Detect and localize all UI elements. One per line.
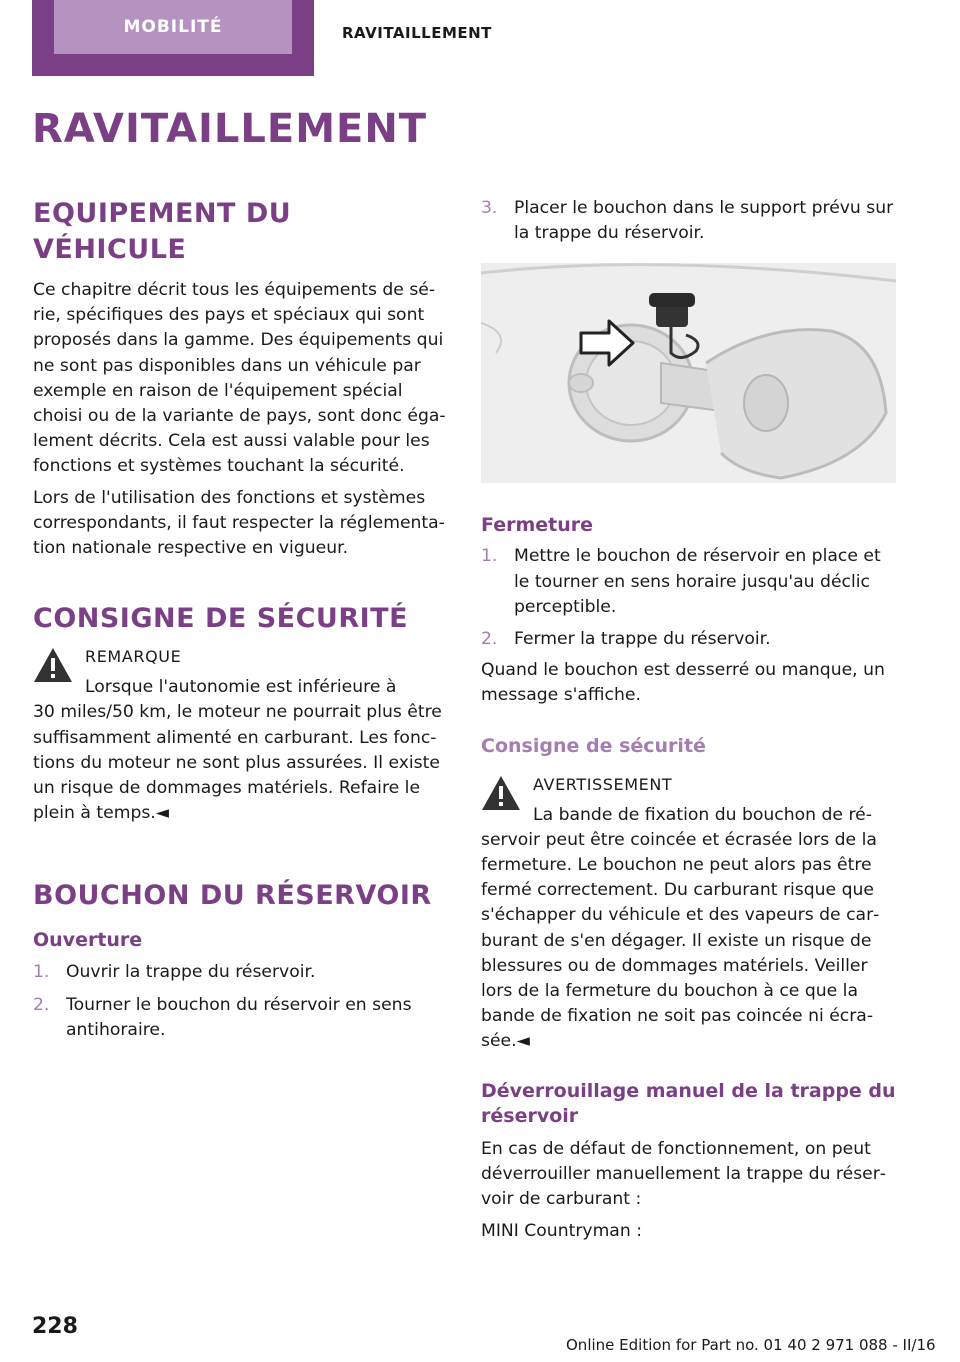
placement-steps	[481, 196, 896, 246]
warning-text: servoir peut être coincée et écrasée lors de la fermeture. Le bouchon ne peut alors pas être fermé correctement. Du carburant risque que s'échapper du véhicule et des vapeurs de car‐ burant de s'en dégager. Il existe un risque de blessures ou de dommages matériels. Veiller lors de la fermeture du bouchon à ce que la bande de fixation ne soit pas coincée ni écra‐ sée.◄	[481, 829, 880, 1052]
step-number: 1.	[33, 962, 50, 983]
manual-unlock-heading: Déverrouillage manuel de la trappe du réservoir	[481, 1079, 896, 1127]
step-text: Tourner le bouchon du réservoir en sens antihoraire.	[66, 994, 412, 1040]
page-title: RAVITAILLEMENT	[32, 106, 428, 152]
remark-title: REMARQUE	[85, 647, 182, 667]
fuel-cap-illustration	[481, 263, 896, 483]
warning-triangle-icon	[33, 647, 73, 683]
warning-box	[481, 773, 896, 1055]
remark-text-first-line: Lorsque l'autonomie est inférieure à	[85, 677, 397, 698]
list-item	[481, 544, 896, 620]
opening-heading: Ouverture	[33, 929, 143, 952]
safety-heading-right: Consigne de sécurité	[481, 734, 706, 757]
equipment-paragraph-1: Ce chapitre décrit tous les équipements de sé‐ rie, spécifiques des pays et spéciaux qui sont proposés dans la gamme. Des équipements qui ne sont pas disponibles dans un véhicule par exemple en raison de l'équipement spécial choisi ou de la variante de pays, sont donc éga‐ lement décrits. Cela est aussi valable pour les fonctions et systèmes touchant la sécurité.	[33, 280, 446, 477]
step-text: Placer le bouchon dans le support prévu sur la trappe du réservoir.	[514, 198, 894, 244]
closing-steps	[481, 544, 896, 652]
step-text: Mettre le bouchon de réservoir en place et le tourner en sens horaire jusqu'au déclic perceptible.	[514, 546, 881, 617]
equipment-paragraph-2: Lors de l'utilisation des fonctions et systèmes correspondants, il faut respecter la réglementa‐ tion nationale respective en vigueur.	[33, 487, 445, 559]
header-section-label: RAVITAILLEMENT	[342, 24, 492, 42]
right-column	[481, 196, 896, 1244]
safety-heading-left: CONSIGNE DE SÉCURITÉ	[33, 603, 409, 635]
step-number: 2.	[33, 994, 50, 1015]
step-text: Ouvrir la trappe du réservoir.	[66, 962, 316, 983]
equipment-heading: EQUIPEMENT DU VÉHICULE	[33, 198, 292, 265]
closing-heading: Fermeture	[481, 514, 594, 537]
opening-steps	[33, 960, 448, 1043]
header-tab-mobilite-label: MOBILITÉ	[54, 0, 292, 54]
warning-triangle-icon	[481, 775, 521, 811]
edition-note: Online Edition for Part no. 01 40 2 971 088 - II/16	[566, 1336, 936, 1354]
manual-unlock-paragraph: En cas de défaut de fonctionnement, on peut déverrouiller manuellement la trappe du réser‐ voir de carburant :	[481, 1138, 886, 1210]
cap-heading: BOUCHON DU RÉSERVOIR	[33, 880, 432, 912]
remark-text: 30 miles/50 km, le moteur ne pourrait plus être suffisamment alimenté en carburant. Les fonc‐ tions du moteur ne sont plus assurées. Il existe un risque de dommages matériels. Refaire le plein à temps.◄	[33, 702, 442, 824]
page-number: 228	[32, 1314, 78, 1339]
step-number: 2.	[481, 629, 498, 650]
closing-note: Quand le bouchon est desserré ou manque, un message s'affiche.	[481, 660, 885, 706]
fuel-flap-image	[481, 263, 896, 483]
left-column	[33, 196, 448, 1043]
list-item	[481, 627, 896, 652]
warning-title: AVERTISSEMENT	[533, 774, 673, 794]
header-tab-mobilite[interactable]	[32, 0, 314, 76]
step-number: 1.	[481, 546, 498, 567]
list-item	[481, 196, 896, 246]
remark-box	[33, 645, 448, 826]
step-number: 3.	[481, 198, 498, 218]
list-item	[33, 960, 448, 985]
step-text: Fermer la trappe du réservoir.	[514, 629, 771, 650]
warning-text-first-line: La bande de fixation du bouchon de ré‐	[533, 804, 872, 825]
model-label: MINI Countryman :	[481, 1221, 642, 1242]
list-item	[33, 993, 448, 1043]
